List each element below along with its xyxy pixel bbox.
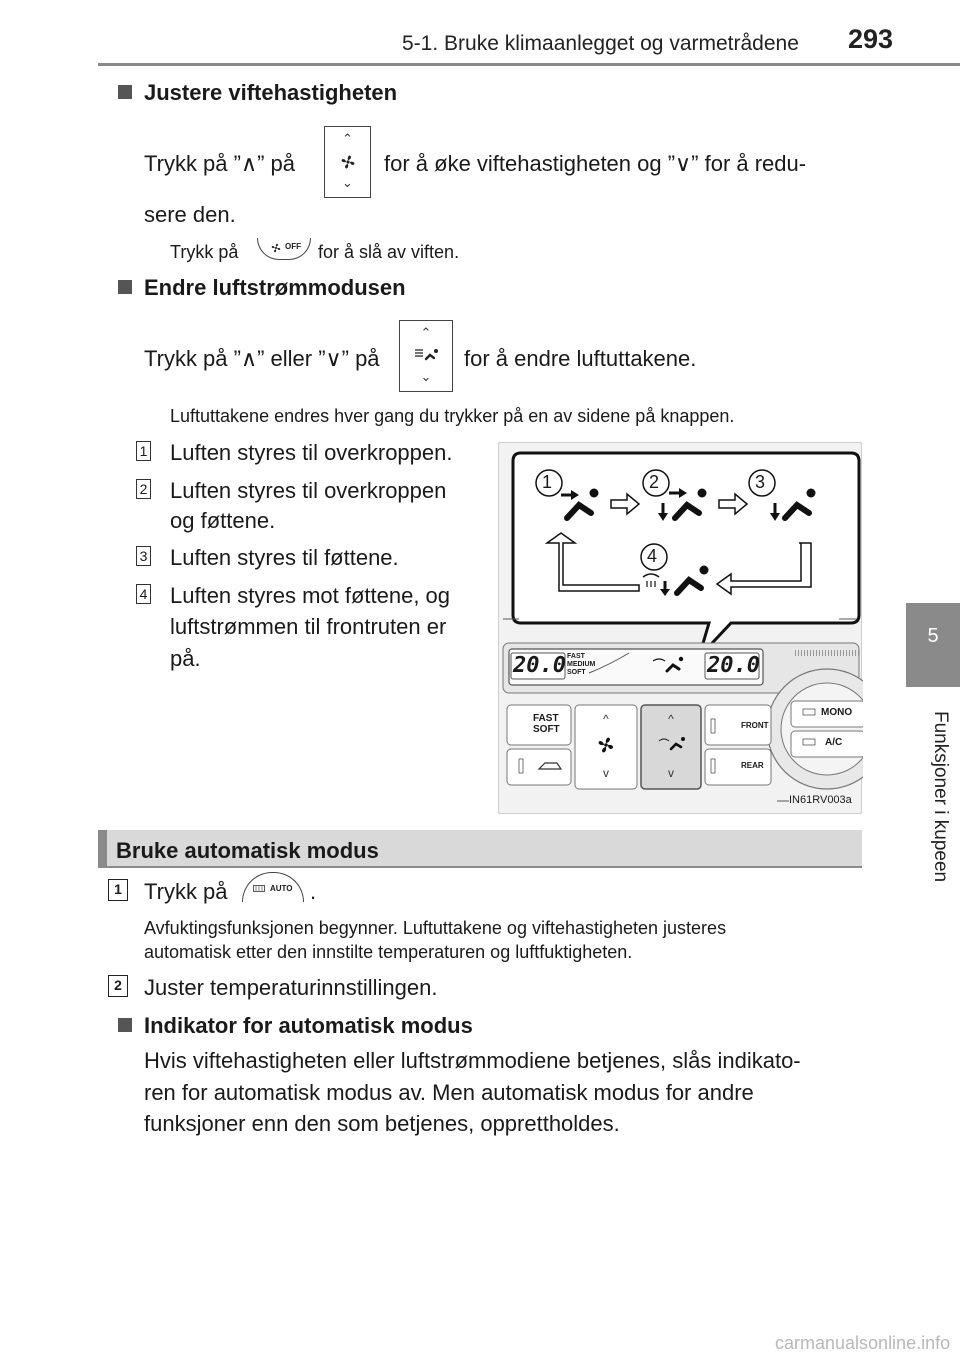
front-defog-label: FRONT — [741, 721, 769, 730]
speed-label: SOFT — [567, 669, 586, 676]
mono-label: MONO — [821, 707, 853, 718]
speed-label: MEDIUM — [567, 661, 596, 668]
fan-speed-heading — [118, 80, 397, 106]
airflow-heading-text: Endre luftstrømmodusen — [144, 275, 406, 300]
step1-note-line: Avfuktingsfunksjonen begynner. Luftuttakene og viftehastigheten justeres — [144, 918, 727, 938]
climate-panel-illustration — [499, 443, 863, 815]
speed-label: FAST — [567, 653, 585, 660]
item-number: 1 — [136, 441, 151, 461]
soft-label: SOFT — [533, 724, 560, 735]
fast-label: FAST — [533, 713, 559, 724]
fan-speed-heading-text: Justere viftehastigheten — [144, 80, 398, 105]
fan-off-button-illustration — [257, 238, 311, 260]
page-header — [0, 0, 960, 66]
figure-callout-number: 4 — [647, 546, 658, 566]
rear-defog-label: REAR — [741, 761, 764, 770]
fan-speed-labels — [567, 653, 595, 677]
fan-speed-text-b: for å øke viftehastigheten og ”∨” for å redu- — [384, 151, 807, 176]
indicator-heading-text: Indikator for automatisk modus — [144, 1013, 473, 1038]
section-title: Bruke automatisk modus — [116, 838, 379, 863]
list-item-line: Luften styres mot føttene, og — [170, 583, 451, 608]
watermark: carmanualsonline.info — [775, 1333, 951, 1353]
fan-icon — [339, 153, 357, 171]
chevron-up-icon: ⌃ — [420, 325, 432, 340]
airflow-mode-button-illustration — [399, 320, 453, 392]
list-item-line: Luften styres til overkroppen — [170, 478, 447, 503]
square-bullet-icon — [118, 85, 132, 99]
left-temperature-display: 20.0 — [513, 653, 566, 678]
square-bullet-icon — [118, 280, 132, 294]
item-number: 4 — [136, 584, 151, 604]
svg-text:^: ^ — [668, 712, 674, 726]
chevron-up-icon: ⌃ — [342, 131, 353, 146]
step1-note-line: automatisk etter den innstilte temperaturen og luftfuktigheten. — [144, 942, 633, 962]
fan-off-note-b: for å slå av viften. — [318, 242, 460, 262]
fan-icon — [270, 242, 282, 254]
step-number: 2 — [108, 975, 128, 997]
section-title-bar — [98, 830, 862, 868]
airflow-text-a: Trykk på ”∧” eller ”∨” på — [144, 346, 380, 371]
list-item-line: luftstrømmen til frontruten er — [170, 614, 447, 639]
list-item-line: og føttene. — [170, 508, 276, 533]
figure-code: IN61RV003a — [789, 794, 852, 806]
item-number: 3 — [136, 546, 151, 566]
step2-text: Juster temperaturinnstillingen. — [144, 975, 438, 1000]
step1-text-a: Trykk på — [144, 879, 228, 904]
header-rule — [98, 63, 960, 66]
chapter-side-tab — [906, 603, 960, 687]
figure-callout-number: 1 — [542, 472, 553, 492]
fan-speed-button-illustration — [324, 126, 371, 198]
step-number: 1 — [108, 879, 128, 901]
indicator-paragraph-line: ren for automatisk modus av. Men automatisk modus for andre — [144, 1080, 754, 1105]
climate-panel-figure — [498, 442, 862, 814]
chevron-down-icon: ⌄ — [420, 369, 432, 384]
list-item-line: Luften styres til overkroppen. — [170, 440, 453, 465]
airflow-heading — [118, 275, 406, 301]
ac-label: A/C — [825, 737, 843, 748]
svg-text:v: v — [603, 766, 609, 780]
chapter-title: 5-1. Bruke klimaanlegget og varmetrådene — [402, 32, 799, 55]
airflow-mode-icon — [414, 347, 440, 365]
chevron-down-icon: ⌄ — [342, 175, 353, 190]
list-item-line: på. — [170, 646, 201, 671]
svg-text:^: ^ — [603, 712, 609, 726]
fan-off-note-a: Trykk på — [170, 242, 239, 262]
right-temperature-display: 20.0 — [707, 653, 760, 678]
indicator-paragraph-line: funksjoner enn den som betjenes, opprettholdes. — [144, 1111, 620, 1136]
indicator-icon — [253, 885, 265, 892]
side-tab-label — [930, 710, 950, 890]
figure-callout-number: 3 — [755, 472, 766, 492]
square-bullet-icon — [118, 1018, 132, 1032]
fan-speed-text-a: Trykk på ”∧” på — [144, 151, 295, 176]
step1-text-b: . — [310, 879, 317, 904]
fast-soft-button-label — [533, 713, 560, 735]
side-tab-label-text: Funksjoner i kupeen — [930, 711, 951, 883]
auto-label: AUTO — [270, 884, 293, 893]
page-number: 293 — [848, 24, 894, 54]
indicator-heading — [118, 1013, 473, 1039]
airflow-note: Luftuttakene endres hver gang du trykker på en av sidene på knappen. — [170, 406, 735, 426]
auto-button-illustration — [242, 872, 304, 902]
section-bar-accent — [98, 830, 107, 868]
list-item-line: Luften styres til føttene. — [170, 545, 399, 570]
figure-callout-number: 2 — [649, 472, 660, 492]
indicator-paragraph-line: Hvis viftehastigheten eller luftstrømmodiene betjenes, slås indikato- — [144, 1048, 801, 1073]
side-tab-number: 5 — [927, 625, 939, 647]
fan-speed-text-c: sere den. — [144, 202, 236, 227]
airflow-text-b: for å endre luftuttakene. — [464, 346, 697, 371]
off-label: OFF — [285, 242, 301, 251]
svg-text:v: v — [668, 766, 674, 780]
item-number: 2 — [136, 479, 151, 499]
